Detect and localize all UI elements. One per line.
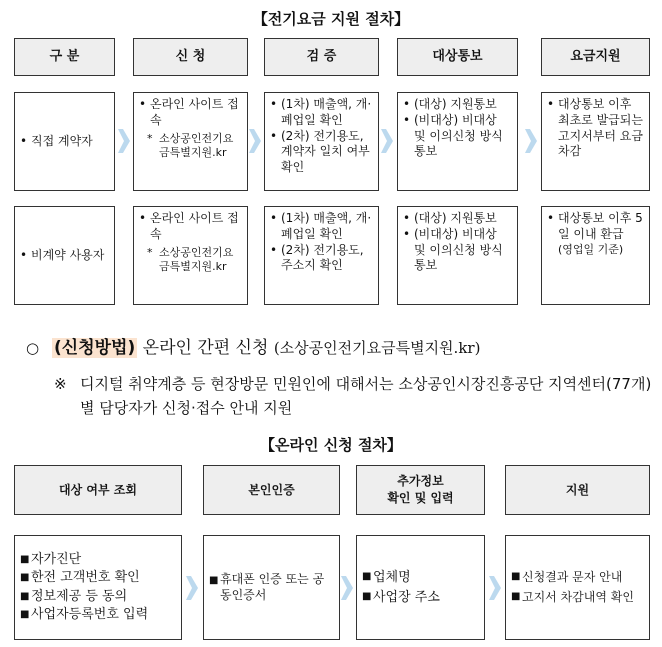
asterisk-icon: * [147, 245, 153, 259]
row1-support [541, 92, 650, 191]
apply-note: 소상공인전기요금특별지원.kr [159, 245, 234, 274]
step-header-extra-info: 추가정보 확인 및 입력 [356, 465, 485, 515]
section1-title: 【전기요금 지원 절차】 [252, 10, 410, 28]
step-item: 사업자등록번호 입력 [31, 606, 149, 622]
bullet-icon: • [270, 128, 278, 143]
apply-item: 온라인 사이트 접속 [150, 211, 239, 241]
row1-verify [264, 92, 379, 191]
bullet-icon: • [270, 97, 278, 111]
bullet-icon: • [270, 242, 278, 257]
header-category: 구 분 [14, 38, 115, 76]
row2-notify [397, 206, 518, 305]
bullet-icon: • [403, 97, 411, 111]
section2-title: 【온라인 신청 절차】 [260, 436, 402, 454]
step3-box [356, 535, 485, 640]
row2-category [14, 206, 115, 305]
support-item: 대상통보 이후 5일 이내 환급 [558, 211, 643, 241]
step-item: 한전 고객번호 확인 [31, 570, 140, 586]
right-arrow-icon [381, 123, 393, 159]
right-arrow-icon [341, 570, 353, 606]
step1-box [14, 535, 182, 640]
method-url: (소상공인전기요금특별지원.kr) [273, 339, 481, 357]
right-arrow-icon [489, 570, 501, 606]
asterisk-icon: * [147, 131, 153, 145]
row2-apply [133, 206, 248, 305]
square-bullet-icon: ■ [20, 608, 30, 620]
support-note: (영업일 기준) [558, 242, 624, 256]
square-bullet-icon: ■ [20, 590, 30, 602]
step-item: 사업장 주소 [373, 589, 440, 605]
row2-verify [264, 206, 379, 305]
row1-notify [397, 92, 518, 191]
row1-category [14, 92, 115, 191]
bullet-icon: • [403, 226, 411, 241]
bullet-icon: • [139, 211, 147, 225]
bullet-icon: • [139, 97, 147, 111]
step-item: 정보제공 등 동의 [31, 588, 128, 604]
verify-item: (2차) 전기용도, 주소지 확인 [281, 242, 364, 273]
step2-box [203, 535, 340, 640]
square-bullet-icon: ■ [20, 553, 30, 565]
square-bullet-icon: ■ [20, 572, 30, 584]
support-item: 대상통보 이후 최초로 발급되는 고지서부터 요금 차감 [558, 97, 643, 159]
step-item: 휴대폰 인증 또는 공동인증서 [220, 571, 325, 602]
bullet-icon: • [20, 133, 28, 148]
remark-mark: ※ [54, 375, 67, 393]
method-lead: (신청방법) [54, 338, 136, 358]
bullet-icon: • [270, 211, 278, 225]
right-arrow-icon [525, 123, 537, 159]
bullet-icon: • [547, 97, 555, 111]
verify-item: (1차) 매출액, 개·폐업일 확인 [281, 211, 372, 241]
row1-apply [133, 92, 248, 191]
circle-bullet-icon: ○ [26, 339, 40, 357]
right-arrow-icon [118, 123, 130, 159]
step-item: 자가진단 [31, 551, 82, 567]
bullet-icon: • [547, 211, 555, 225]
notify-item: (대상) 지원통보 [414, 97, 497, 111]
bullet-icon: • [20, 247, 28, 262]
apply-note: 소상공인전기요금특별지원.kr [159, 131, 234, 160]
square-bullet-icon: ■ [209, 574, 219, 586]
square-bullet-icon: ■ [362, 590, 372, 602]
category-label: 직접 계약자 [31, 133, 93, 148]
remark-text: 디지털 취약계층 등 현장방문 민원인에 대해서는 소상공인시장진흥공단 지역센터(77개)별 담당자가 신청·접수 안내 지원 [80, 375, 652, 417]
category-label: 비계약 사용자 [31, 247, 105, 262]
verify-item: (2차) 전기용도, 계약자 일치 여부 확인 [281, 128, 370, 175]
right-arrow-icon [186, 570, 198, 606]
header-verify: 검 증 [264, 38, 379, 76]
square-bullet-icon: ■ [362, 571, 372, 582]
square-bullet-icon: ■ [511, 590, 521, 602]
method-line [26, 333, 646, 358]
step-header-auth: 본인인증 [203, 465, 340, 515]
bullet-icon: • [403, 211, 411, 225]
header-notify: 대상통보 [397, 38, 518, 76]
notify-item: (대상) 지원통보 [414, 211, 497, 225]
step-item: 신청결과 문자 안내 [522, 570, 623, 585]
header-apply: 신 청 [133, 38, 248, 76]
step-header-support: 지원 [505, 465, 650, 515]
notify-item: (비대상) 비대상 및 이의신청 방식 통보 [414, 226, 503, 273]
verify-item: (1차) 매출액, 개·폐업일 확인 [281, 97, 372, 127]
bullet-icon: • [403, 112, 411, 127]
apply-item: 온라인 사이트 접속 [150, 97, 239, 127]
method-text: 온라인 간편 신청 [142, 338, 269, 358]
header-support: 요금지원 [541, 38, 650, 76]
step-item: 고지서 차감내역 확인 [522, 589, 634, 604]
step4-box [505, 535, 650, 640]
step-header-eligibility: 대상 여부 조회 [14, 465, 182, 515]
row2-support [541, 206, 650, 305]
square-bullet-icon: ■ [511, 571, 521, 583]
step-item: 업체명 [373, 570, 411, 585]
right-arrow-icon [249, 123, 261, 159]
notify-item: (비대상) 비대상 및 이의신청 방식 통보 [414, 112, 503, 159]
remark [54, 372, 654, 420]
